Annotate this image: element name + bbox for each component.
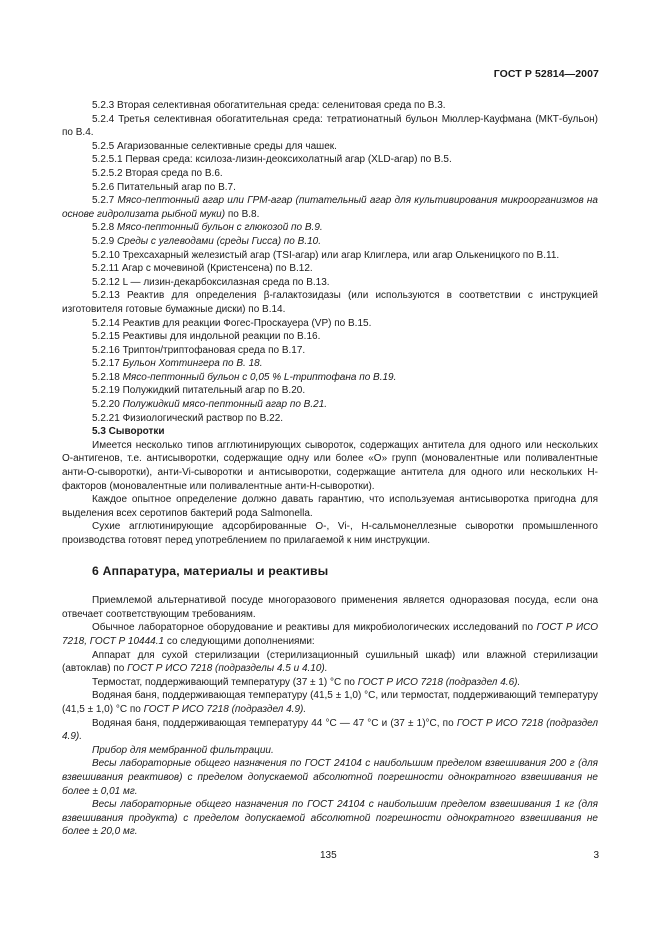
item-5-2-15: 5.2.15 Реактивы для индольной реакции по В.16. (92, 331, 321, 343)
standard-reference: ГОСТ Р ИСО 7218 (подразделы 4.5 и 4.10). (127, 663, 328, 675)
item-number: 5.2.7 (92, 195, 115, 207)
paragraph-text: Аппарат для сухой стерилизации (стерилизационный сушильный шкаф) или влажной стерилизации (автоклав) по (62, 649, 598, 675)
item-5-2-4: 5.2.4 Третья селективная обогатительная среда: тетратионатный бульон Мюллер-Кауфмана (МКТ-бульон) по В.4. (62, 113, 598, 139)
item-text-italic: Бульон Хоттингера по В. 18. (122, 358, 263, 370)
item-text-italic: Мясо-пептонный агар или ГРМ-агар (питательный агар для культивирования микроорганизмов на основе гидролизата рыбной муки) (62, 195, 598, 220)
item-number: 5.2.18 (92, 371, 120, 383)
item-5-2-20 (62, 398, 598, 412)
item-reference: по В.8. (227, 208, 260, 220)
item-5-2-19: 5.2.19 Полужидкий питательный агар по В.20. (92, 385, 306, 397)
scales-200g-paragraph: Весы лабораторные общего назначения по ГОСТ 24104 с наибольшим пределом взвешивания 200 г (для взвешивания реактивов) с пределом допускаемой абсолютной погрешности однократного взвешивания не более ± 0,01 мг. (62, 758, 598, 797)
item-5-2-5: 5.2.5 Агаризованные селективные среды для чашек. (92, 140, 337, 152)
item-5-2-10: 5.2.10 Трехсахарный железистый агар (TSI-агар) или агар Клиглера, или агар Олькеницкого по В.11. (92, 249, 560, 261)
sheet-number: 3 (593, 850, 599, 861)
item-5-2-5-2: 5.2.5.2 Вторая среда по В.6. (92, 167, 223, 179)
item-5-2-11: 5.2.11 Агар с мочевиной (Кристенсена) по В.12. (92, 263, 313, 275)
standard-reference: ГОСТ Р ИСО 7218, ГОСТ Р 10444.1 (62, 622, 599, 647)
item-5-2-12: 5.2.12 L — лизин-декарбоксилазная среда по В.13. (92, 276, 330, 288)
section-6-heading: 6 Аппаратура, материалы и реактивы (92, 563, 329, 578)
page-body (62, 99, 598, 839)
item-number: 5.2.20 (92, 399, 120, 411)
item-number: 5.2.9 (92, 235, 115, 247)
item-5-2-5-1: 5.2.5.1 Первая среда: ксилоза-лизин-деоксихолатный агар (XLD-агар) по В.5. (92, 154, 452, 166)
serum-guarantee-paragraph: Каждое опытное определение должно давать гарантию, что используемая антисыворотка пригодна для выделения всех серотипов бактерий рода Salmonella. (62, 494, 598, 519)
disposable-ware-paragraph: Приемлемой альтернативой посуде многоразового применения является одноразовая посуда, если она отвечает соответствующим требованиям. (62, 595, 598, 620)
standard-reference: ГОСТ Р ИСО 7218 (подраздел 4.9). (62, 717, 599, 743)
sterilizer-paragraph (62, 649, 598, 676)
thermostat-paragraph (62, 676, 598, 690)
standard-reference: ГОСТ Р ИСО 7218 (подраздел 4.9). (143, 703, 307, 715)
item-5-2-21: 5.2.21 Физиологический раствор по В.22. (92, 412, 284, 424)
serum-dry-paragraph: Сухие агглютинирующие адсорбированные О-, Vi-, Н-сальмонеллезные сыворотки промышленного производства готовят перед употреблением по прилагаемой к ним инструкции. (62, 521, 598, 546)
water-bath-41-paragraph (62, 689, 598, 716)
item-5-2-7 (62, 194, 598, 221)
paragraph-text: Термостат, поддерживающий температуру (37 ± 1) °С по (92, 676, 355, 688)
item-5-2-13: 5.2.13 Реактив для определения β-галактозидазы (или используются в соответствии с инструкцией изготовителя готовые бумажные диски) по В.14. (62, 290, 598, 315)
item-number: 5.2.17 (92, 358, 120, 370)
item-text-italic: Мясо-пептонный бульон с глюкозой по В.9. (117, 222, 323, 234)
page-number: 135 (320, 850, 337, 861)
serum-types-paragraph: Имеется несколько типов агглютинирующих сывороток, содержащих антитела для одного или нескольких О-антигенов, т.е. антисыворотки, содержащие одну или более «О» групп (моновалентные или поливалентные анти-О-сыворотки), анти-Vi-сыворотки и антисыворотки, содержащие антитела для одного или нескольких Н-факторов (моновалентные или поливалентные анти-Н-сыворотки). (62, 439, 598, 492)
item-5-2-18 (62, 371, 598, 385)
membrane-filter-paragraph: Прибор для мембранной фильтрации. (92, 744, 274, 756)
item-number: 5.2.8 (92, 222, 115, 234)
section-5-3-heading: 5.3 Сыворотки (92, 426, 165, 438)
water-bath-44-paragraph (62, 717, 598, 744)
item-5-2-8 (62, 221, 598, 235)
item-text-italic: Мясо-пептонный бульон с 0,05 % L-триптофана по В.19. (122, 371, 397, 383)
item-5-2-9 (62, 235, 598, 249)
item-5-2-6: 5.2.6 Питательный агар по В.7. (92, 181, 236, 193)
scales-1kg-paragraph: Весы лабораторные общего назначения по ГОСТ 24104 с наибольшим пределом взвешивания 1 кг (для взвешивания продукта) с пределом допускаемой абсолютной погрешности однократного взвешивания не более ± 20,0 мг. (62, 799, 598, 838)
standard-reference: ГОСТ Р ИСО 7218 (подраздел 4.6). (357, 676, 521, 688)
paragraph-text: Водяная баня, поддерживающая температуру 44 °С — 47 °С и (37 ± 1)°С, по (92, 717, 454, 729)
item-text-italic: Среды с углеводами (среды Гисса) по В.10. (117, 235, 322, 247)
paragraph-text: со следующими дополнениями: (166, 635, 315, 647)
item-5-2-17 (62, 357, 598, 371)
item-text-italic: Полужидкий мясо-пептонный агар по В.21. (122, 399, 328, 411)
lab-equipment-paragraph (62, 621, 598, 648)
document-code-header: ГОСТ Р 52814—2007 (493, 68, 599, 80)
item-5-2-16: 5.2.16 Триптон/триптофановая среда по В.17. (92, 344, 306, 356)
item-5-2-3: 5.2.3 Вторая селективная обогатительная среда: селенитовая среда по В.3. (92, 100, 446, 111)
paragraph-text: Обычное лабораторное оборудование и реактивы для микробиологических исследований по (92, 622, 534, 634)
item-5-2-14: 5.2.14 Реактив для реакции Фогес-Проскауера (VP) по В.15. (92, 317, 372, 329)
paragraph-text: Водяная баня, поддерживающая температуру (41,5 ± 1,0) °С, или термостат, поддерживающий температуру (41,5 ± 1,0) °С по (62, 690, 598, 715)
